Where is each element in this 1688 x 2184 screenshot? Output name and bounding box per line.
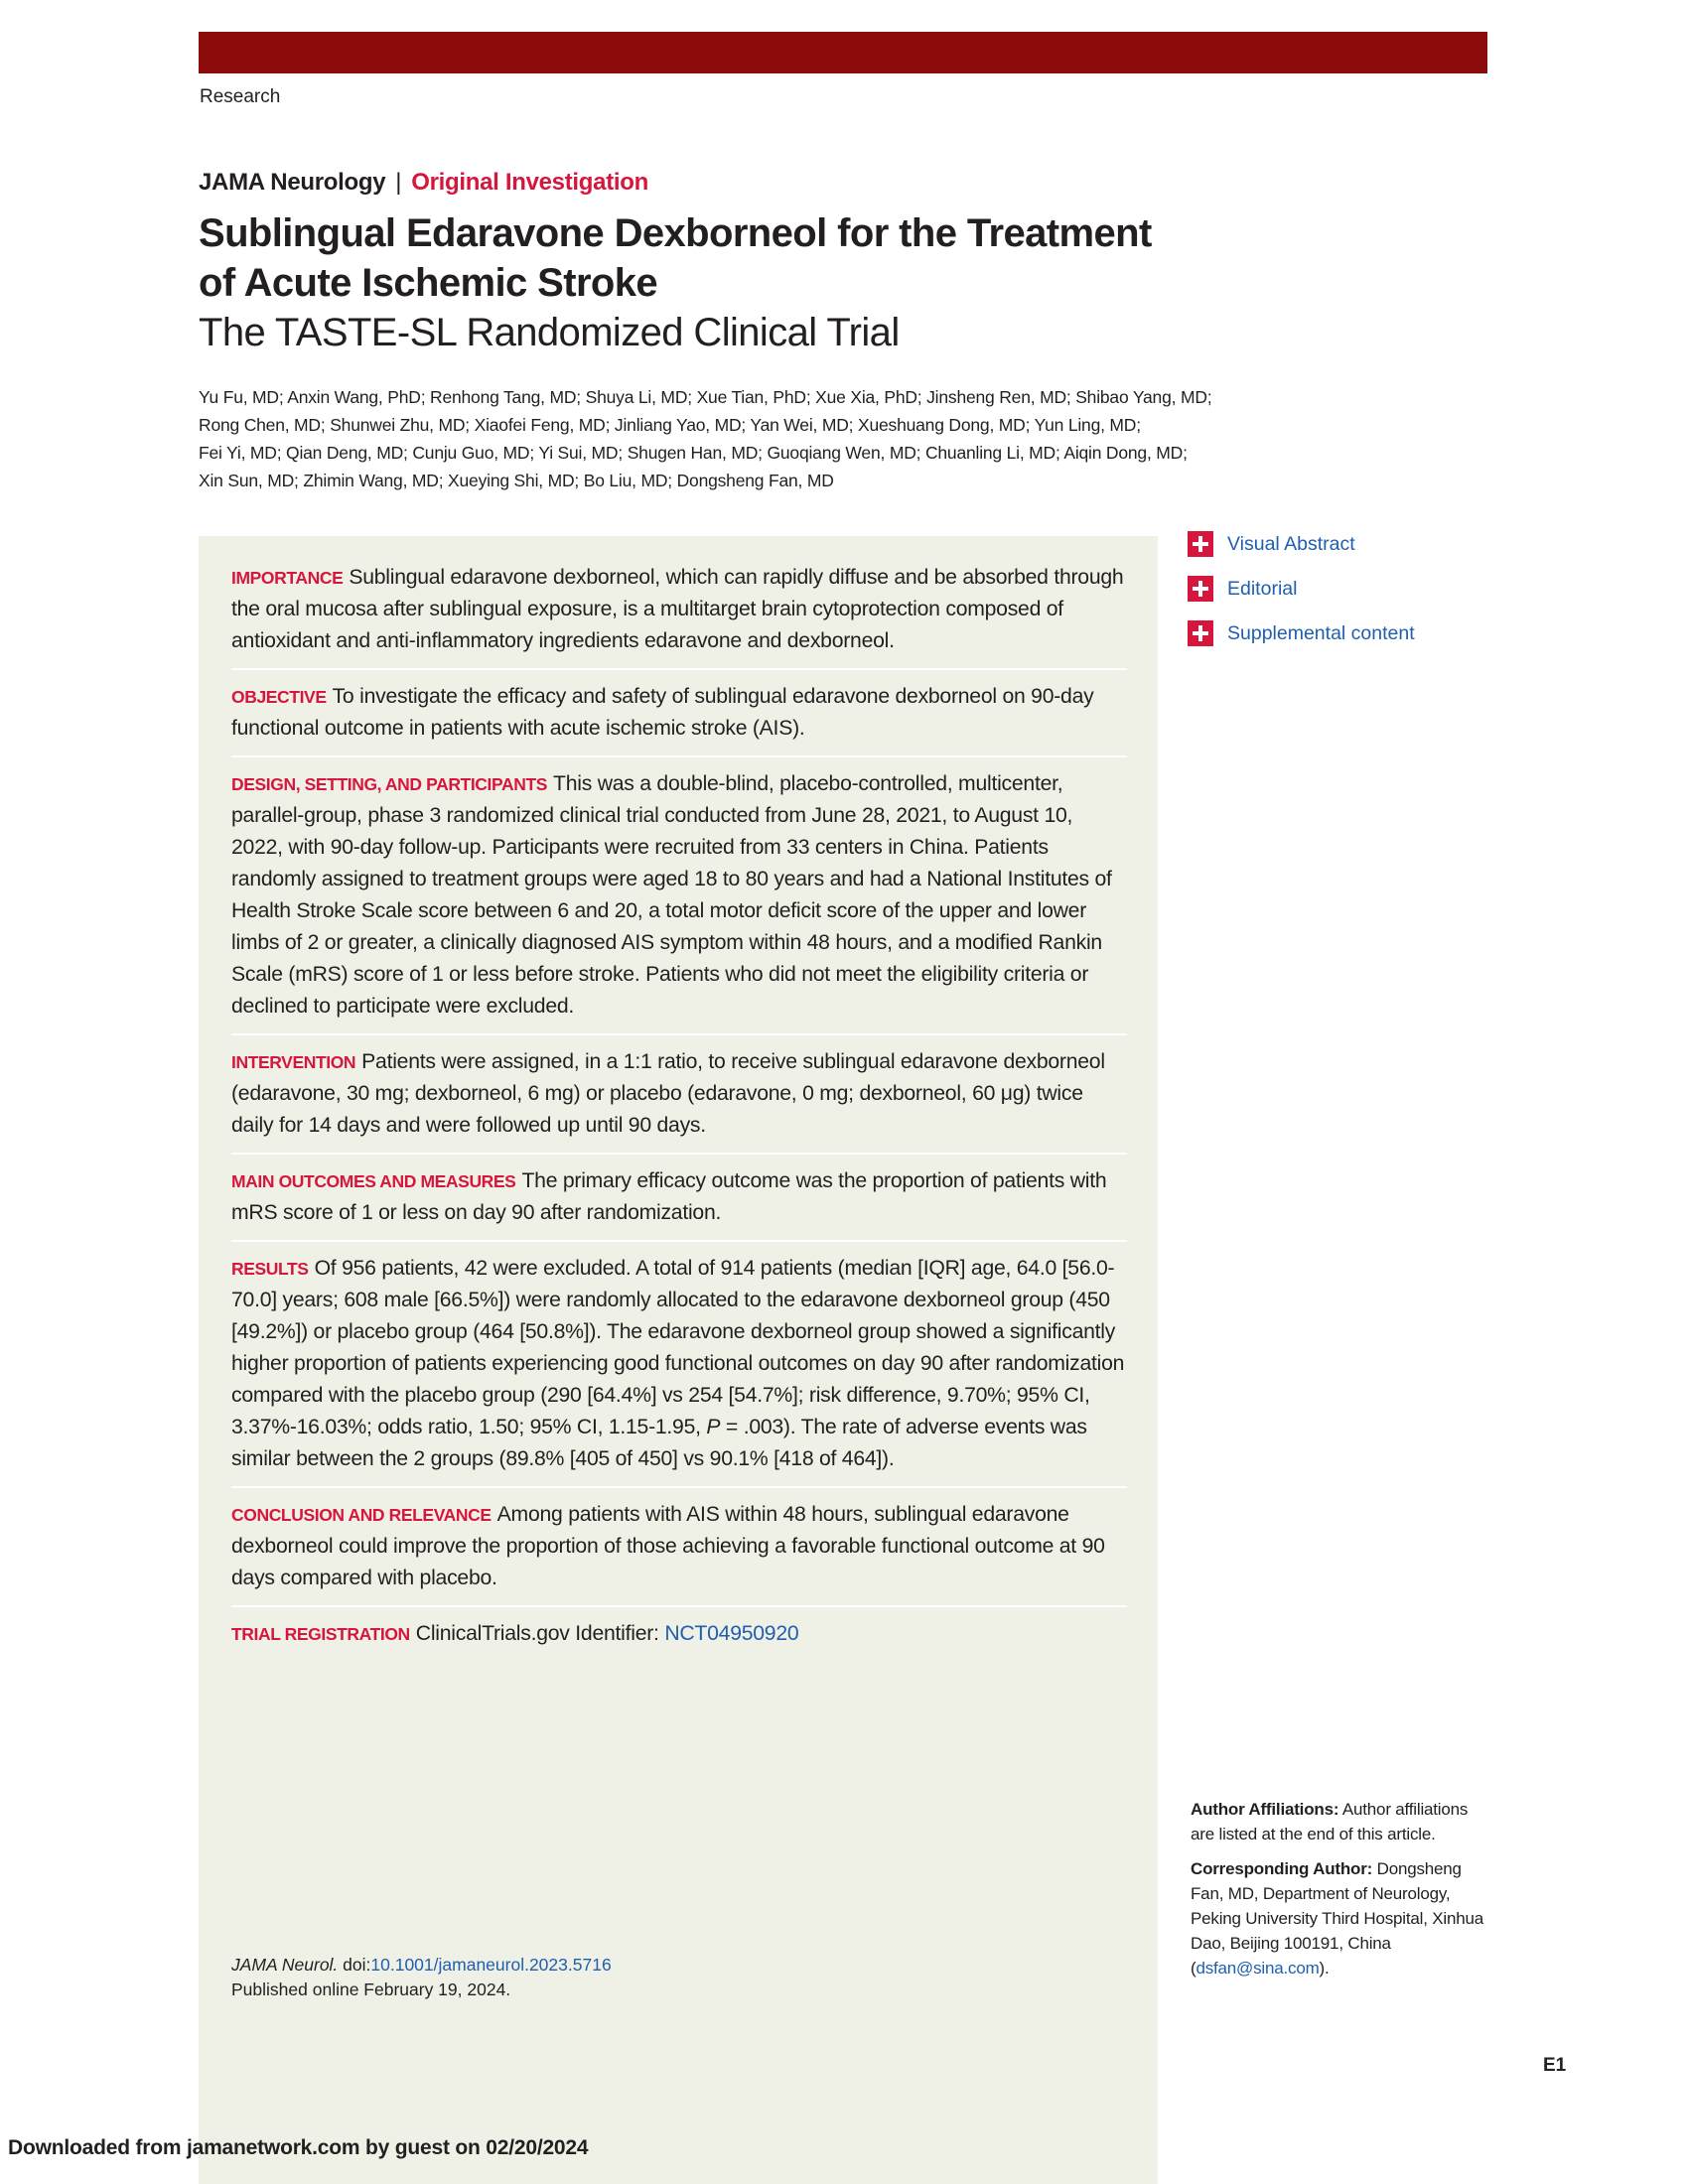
related-content-links xyxy=(1188,529,1415,663)
author-line: Fei Yi, MD; Qian Deng, MD; Cunju Guo, MD; Yi Sui, MD; Shugen Han, MD; Guoqiang Wen, MD; Chuanling Li, MD; Aiqin Dong, MD; xyxy=(199,443,1188,463)
plus-icon xyxy=(1188,576,1213,602)
journal-line xyxy=(199,169,648,197)
plus-icon xyxy=(1188,620,1213,646)
link-label: Editorial xyxy=(1227,577,1298,600)
corresponding-author xyxy=(1191,1856,1488,1980)
section-heading: RESULTS xyxy=(231,1259,309,1279)
link-label: Supplemental content xyxy=(1227,621,1415,644)
affiliations-text: Author affiliations are listed at the end of this article. xyxy=(1191,1800,1469,1843)
page-number: E1 xyxy=(1543,2055,1567,2076)
title-line-1: Sublingual Edaravone Dexborneol for the Treatment xyxy=(199,211,1152,255)
abstract-design xyxy=(231,768,1127,1035)
journal-separator: | xyxy=(395,169,402,196)
author-line: Yu Fu, MD; Anxin Wang, PhD; Renhong Tang, MD; Shuya Li, MD; Xue Tian, PhD; Xue Xia, PhD; Jinsheng Ren, MD; Shibao Yang, MD; xyxy=(199,387,1212,407)
author-affiliations xyxy=(1191,1797,1488,1990)
download-notice: Downloaded from jamanetwork.com by guest on 02/20/2024 xyxy=(8,2136,589,2159)
visual-abstract-link[interactable] xyxy=(1188,529,1415,559)
published-date: Published online February 19, 2024. xyxy=(231,1979,511,1999)
section-heading: TRIAL REGISTRATION xyxy=(231,1624,410,1644)
affiliations-note xyxy=(1191,1797,1488,1846)
abstract xyxy=(231,562,1127,1672)
doi-label: doi: xyxy=(338,1955,371,1975)
corresponding-text: Dongsheng Fan, MD, Department of Neurology, Peking University Third Hospital, Xinhua Dao, Beijing 100191, China ( xyxy=(1191,1859,1483,1978)
abstract-importance xyxy=(231,562,1127,670)
section-heading: MAIN OUTCOMES AND MEASURES xyxy=(231,1171,516,1191)
section-text: Sublingual edaravone dexborneol, which can rapidly diffuse and be absorbed through the oral mucosa after sublingual exposure, is a multitarget brain cytoprotection composed of antioxidant and anti-inflammatory ingredients edaravone and dexborneol. xyxy=(231,566,1124,652)
author-list xyxy=(199,383,1340,494)
section-label: Research xyxy=(200,86,281,107)
affiliations-label: Author Affiliations: xyxy=(1191,1800,1339,1819)
section-text: ClinicalTrials.gov Identifier: xyxy=(415,1622,659,1645)
abstract-intervention xyxy=(231,1046,1127,1155)
abstract-outcomes xyxy=(231,1165,1127,1242)
section-heading: OBJECTIVE xyxy=(231,687,327,707)
section-text: Patients were assigned, in a 1:1 ratio, to receive sublingual edaravone dexborneol (edaravone, 30 mg; dexborneol, 6 mg) or placebo (edaravone, 0 mg; dexborneol, 60 μg) twice daily for 14 days and were followed up until 90 days. xyxy=(231,1050,1105,1137)
section-text: This was a double-blind, placebo-controlled, multicenter, parallel-group, phase 3 randomized clinical trial conducted from June 28, 2021, to August 10, 2022, with 90-day follow-up. Participants were recruited from 33 centers in China. Patients randomly assigned to treatment groups were aged 18 to 80 years and had a National Institutes of Health Stroke Scale score between 6 and 20, a total motor deficit score of the upper and lower limbs of 2 or greater, a clinically diagnosed AIS symptom within 48 hours, and a modified Rankin Scale (mRS) score of 1 or less before stroke. Patients who did not meet the eligibility criteria or declined to participate were excluded. xyxy=(231,772,1112,1018)
abstract-results xyxy=(231,1253,1127,1488)
section-heading: INTERVENTION xyxy=(231,1052,356,1072)
corresponding-end: ). xyxy=(1319,1959,1330,1978)
editorial-link[interactable] xyxy=(1188,574,1415,604)
journal-name: JAMA Neurology xyxy=(199,169,386,196)
section-text: To investigate the efficacy and safety of sublingual edaravone dexborneol on 90-day functional outcome in patients with acute ischemic stroke (AIS). xyxy=(231,685,1094,740)
link-label: Visual Abstract xyxy=(1227,532,1355,555)
corresponding-label: Corresponding Author: xyxy=(1191,1859,1373,1878)
trial-identifier-link[interactable]: NCT04950920 xyxy=(664,1622,799,1645)
section-text: Of 956 patients, 42 were excluded. A total of 914 patients (median [IQR] age, 64.0 [56.0-70.0] years; 608 male [66.5%]) were randomly allocated to the edaravone dexborneol group (450 [49.2%]) or placebo group (464 [50.8%]). The edaravone dexborneol group showed a significantly higher proportion of patients experiencing good functional outcomes on day 90 after randomization compared with the placebo group (290 [64.4%] vs 254 [54.7%]; risk difference, 9.70%; 95% CI, 3.37%-16.03%; odds ratio, 1.50; 95% CI, 1.15-1.95, xyxy=(231,1257,1125,1438)
abstract-objective xyxy=(231,681,1127,757)
article-subtitle: The TASTE-SL Randomized Clinical Trial xyxy=(199,311,900,354)
abstract-registration xyxy=(231,1618,1127,1661)
article-title xyxy=(199,208,1152,357)
doi-line xyxy=(231,1953,612,1978)
section-text-continued: = .003). The rate of adverse events was similar between the 2 groups (89.8% [405 of 450] vs 90.1% [418 of 464]). xyxy=(231,1416,1087,1470)
section-heading: IMPORTANCE xyxy=(231,568,344,588)
journal-abbrev: JAMA Neurol. xyxy=(231,1955,339,1975)
abstract-conclusion xyxy=(231,1499,1127,1607)
journal-header-bar xyxy=(199,32,1487,73)
section-text: The primary efficacy outcome was the proportion of patients with mRS score of 1 or less on day 90 after randomization. xyxy=(231,1169,1107,1224)
doi-link[interactable]: 10.1001/jamaneurol.2023.5716 xyxy=(370,1955,612,1975)
p-value-symbol: P xyxy=(706,1416,721,1438)
author-line: Xin Sun, MD; Zhimin Wang, MD; Xueying Shi, MD; Bo Liu, MD; Dongsheng Fan, MD xyxy=(199,471,834,490)
author-line: Rong Chen, MD; Shunwei Zhu, MD; Xiaofei Feng, MD; Jinliang Yao, MD; Yan Wei, MD; Xueshuang Dong, MD; Yun Ling, MD; xyxy=(199,415,1141,435)
section-heading: DESIGN, SETTING, AND PARTICIPANTS xyxy=(231,774,548,794)
plus-icon xyxy=(1188,531,1213,557)
supplemental-content-link[interactable] xyxy=(1188,618,1415,648)
title-line-2: of Acute Ischemic Stroke xyxy=(199,261,658,305)
article-type: Original Investigation xyxy=(411,169,648,196)
citation xyxy=(231,1953,612,2002)
section-heading: CONCLUSION AND RELEVANCE xyxy=(231,1505,492,1525)
section-text: Among patients with AIS within 48 hours, sublingual edaravone dexborneol could improve the proportion of those achieving a favorable functional outcome at 90 days compared with placebo. xyxy=(231,1503,1105,1589)
email-link[interactable]: dsfan@sina.com xyxy=(1196,1959,1320,1978)
